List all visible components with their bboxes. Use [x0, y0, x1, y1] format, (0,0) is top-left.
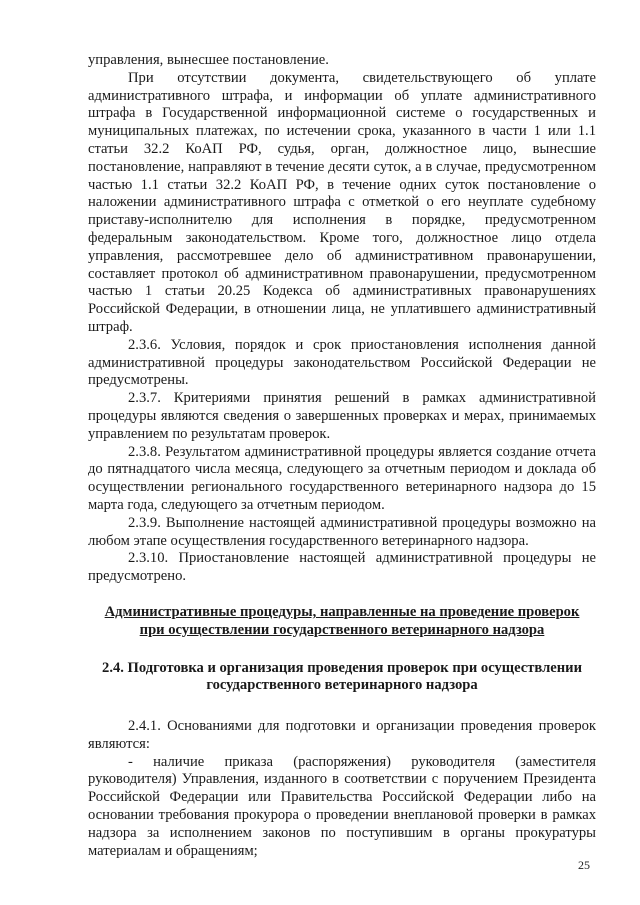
- paragraphs-top: [88, 52, 596, 586]
- paragraph-continuation: управления, вынесшее постановление.: [88, 52, 329, 68]
- section-heading-line-2: при осуществлении государственного ветеринарного надзора: [139, 621, 545, 638]
- paragraph-2-4-1: 2.4.1. Основаниями для подготовки и организации проведения проверок являются:: [88, 718, 596, 752]
- paragraph-order-basis: - наличие приказа (распоряжения) руководителя (заместителя руководителя) Управления, изданного в соответствии с поручением Президента Российской Федерации или Правительства Российской Федерации либо на основании требования прокурора о проведении внеплановой проверки в рамках надзора за исполнением законов по поступившим в органы прокуратуры материалам и обращениям;: [88, 753, 596, 859]
- section-heading: [88, 604, 596, 640]
- page-number: 25: [578, 858, 590, 872]
- section-heading-line-1: Административные процедуры, направленные на проведение проверок: [104, 603, 580, 620]
- paragraph-2-3-8: 2.3.8. Результатом административной процедуры является создание отчета до пятнадцатого числа месяца, следующего за отчетным периодом и доклада об осуществлении регионального государственного ветеринарного надзора до 15 марта года, следующего за отчетным периодом.: [88, 443, 596, 513]
- paragraphs-bottom: [88, 718, 596, 860]
- document-page: [88, 52, 596, 860]
- paragraph-2-3-6: 2.3.6. Условия, порядок и срок приостановления исполнения данной административной процедуры законодательством Российской Федерации не предусмотрены.: [88, 336, 596, 389]
- paragraph-2-3-7: 2.3.7. Критериями принятия решений в рамках административной процедуры являются сведения о завершенных проверках и мерах, принимаемых управлением по результатам проверок.: [88, 390, 596, 442]
- subsection-heading-line-2: государственного ветеринарного надзора: [206, 677, 478, 694]
- paragraph-2-3-9: 2.3.9. Выполнение настоящей административной процедуры возможно на любом этапе осуществления государственного ветеринарного надзора.: [88, 514, 596, 549]
- subsection-heading-line-1: 2.4. Подготовка и организация проведения проверок при осуществлении: [102, 659, 582, 676]
- subsection-heading: [88, 660, 596, 696]
- paragraph-2-3-10: 2.3.10. Приостановление настоящей административной процедуры не предусмотрено.: [88, 550, 596, 585]
- paragraph-fine-nonpayment: При отсутствии документа, свидетельствующего об уплате административного штрафа, и информации об уплате административного штрафа в Государственной информационной системе о государственных и муниципальных платежах, по истечении срока, указанного в части 1 или 1.1 статьи 32.2 КоАП РФ, судья, орган, должностное лицо, вынесшие постановление, направляют в течение десяти суток, а в случае, предусмотренном частью 1.1 статьи 32.2 КоАП РФ, в течение одних суток постановление о наложении административного штрафа с отметкой о его неуплате судебному приставу-исполнителю для исполнения в порядке, предусмотренном федеральным законодательством. Кроме того, должностное лицо отдела управления, рассмотревшее дело об административном правонарушении, составляет протокол об административном правонарушении, предусмотренном частью 1 статьи 20.25 Кодекса об административных правонарушениях Российской Федерации, в отношении лица, не уплатившего административный штраф.: [88, 69, 596, 335]
